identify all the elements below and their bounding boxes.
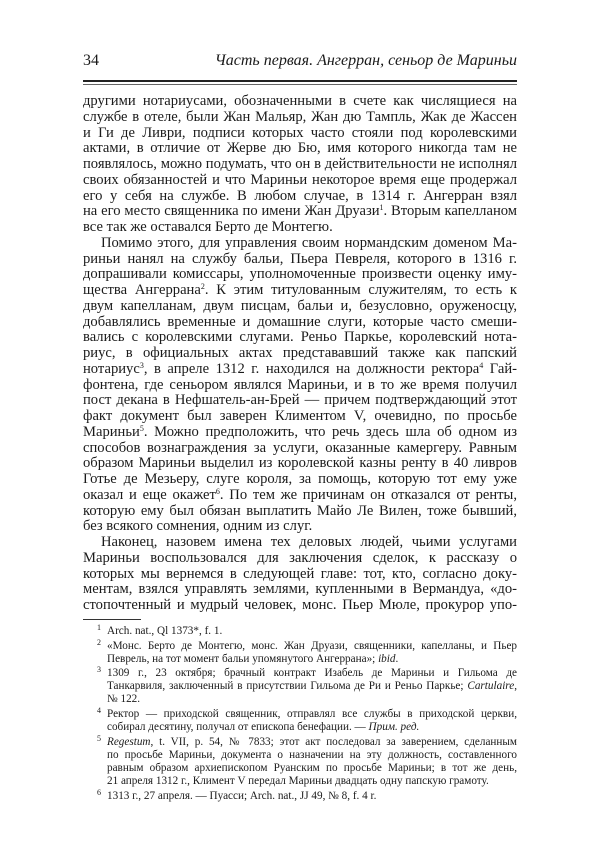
text-line (83, 346, 517, 362)
footnote-number: 5 (97, 733, 101, 743)
text-line (83, 299, 517, 315)
text-run: равным образом архиепископом Руанским по просьбе Мариньи; в тот же день, (107, 761, 517, 774)
text-line (83, 378, 517, 394)
text-run: двум капелланам, двум писцам, бальи и, безусловно, оруженосцу, (83, 297, 517, 314)
text-run: . Вторым капелланом (383, 203, 518, 220)
text-line (83, 519, 517, 535)
text-run: факт документ был заверен Климентом V, очевидно, по просьбе (83, 408, 517, 424)
header-rule-thin (83, 84, 517, 85)
text-line (83, 598, 517, 614)
text-line (83, 220, 517, 236)
text-line (83, 409, 517, 425)
footnote (97, 637, 517, 666)
text-line (83, 330, 517, 346)
footnote-number: 1 (97, 623, 101, 632)
footnotes (97, 625, 517, 804)
text-run: Ректор — приходской священник, отправлял все службы в приходской церкви, (107, 708, 517, 721)
text-run: все так же оставался Берто де Монтегю. (83, 219, 333, 235)
footnote-number: 3 (97, 665, 101, 675)
footnote-line (107, 775, 517, 788)
text-line (83, 441, 517, 457)
page-number: 34 (83, 52, 99, 69)
text-run: , (514, 680, 517, 693)
text-run: 1309 г., 23 октября; брачный контракт Изабель де Мариньи и Гильома де (107, 667, 517, 680)
footnote-separator (83, 619, 141, 620)
text-run: пост декана в Нефшатель-ан-Брей — причем подтверждающий этот (83, 392, 517, 409)
text-line (83, 472, 517, 488)
footnote-line (107, 736, 517, 749)
footnote (97, 625, 517, 638)
text-run: его у себя на службе. В любом случае, в 1314 г. Ангерран взял (83, 187, 517, 204)
text-line (83, 189, 517, 205)
text-run: появлялось, можно подумать, что он в действительности не исполнял (83, 156, 517, 172)
footnote-line (107, 749, 517, 762)
footnote-ref[interactable]: 4 (479, 360, 484, 370)
text-run: ментам, взялся управлять землями, купленными в Вермандуа, «до- (83, 581, 517, 598)
text-run: риус, в официальных актах представавший также как папский (83, 345, 517, 361)
text-run: «Монс. Берто де Монтегю, монс. Жан Друази, священники, капелланы, и Пьер (107, 639, 517, 652)
footnote (97, 787, 517, 803)
text-run: Мариньи (83, 423, 140, 440)
footnote-line (107, 680, 517, 693)
text-line (83, 236, 517, 252)
footnote-line (107, 790, 517, 803)
text-run: способов вознаграждения за услуги, оказанные камергеру. Равным (83, 439, 517, 456)
text-run: . К этим титулованным служителям, то есть к (204, 282, 517, 298)
text-line (83, 567, 517, 583)
footnote-line (107, 625, 517, 638)
text-run: на его место священника по имени Жан Друази (83, 203, 380, 220)
text-run: , в апреле 1312 г. находился на должности ректора (143, 360, 480, 377)
footnote-ref[interactable]: 2 (200, 282, 205, 291)
text-line (83, 582, 517, 598)
text-run: добавлялись временные и домашние слуги, которые часто смеши- (83, 313, 517, 330)
text-run: . Можно предположить, что речь здесь шла об одном из (143, 423, 517, 440)
text-run: Танкарвиля, заключенный в присутствии Гильома де Ри и Реньо Паркье; (107, 680, 468, 693)
footnote-line (107, 667, 517, 680)
running-title: Часть первая. Ангерран, сеньор де Мариньи (214, 52, 517, 69)
text-line (83, 126, 517, 142)
footnote (97, 733, 517, 788)
footnote-number: 2 (97, 637, 101, 647)
text-run: по просьбе Мариньи, документа о назначении на эту должность, составленного (107, 748, 517, 761)
text-run: нотариус (83, 360, 140, 377)
text-run: и Ги де Ливри, подписи которых часто стояли под королевскими (83, 124, 517, 141)
text-line (83, 551, 517, 567)
text-run: без всякого сомнения, одним из слуг. (83, 518, 313, 535)
text-line (83, 252, 517, 268)
footnote-line (107, 653, 517, 666)
text-line (83, 393, 517, 409)
text-run: Мариньи воспользовался для заключения сделок, к рассказу о (83, 549, 517, 566)
text-run: ibid (378, 652, 396, 665)
text-run: Готье де Мезьеру, слуге короля, за помощь, которую тот ему уже (83, 471, 517, 487)
text-run: , t. VII, p. 54, № 7833; этот акт последовал за заверением, сделанным (150, 735, 517, 748)
text-run: Regestum (107, 735, 151, 748)
text-line (83, 504, 517, 520)
text-run: вались с королевскими слугами. Реньо Паркье, королевский нота- (83, 329, 517, 346)
footnote-ref[interactable]: 1 (379, 203, 384, 213)
text-run: щества Ангеррана (83, 282, 201, 298)
text-run: Arch. nat., Ql 1373*, f. 1. (107, 625, 223, 637)
text-run: Наконец, назовем имена тех деловых людей, чьими услугами (101, 534, 517, 550)
text-run: собирал десятину, получал от епископа бенефации. — (107, 721, 369, 734)
text-run: Певрель, на тот момент бальи упомянутого Ангеррана»; (107, 652, 379, 665)
text-run: . (395, 652, 399, 665)
footnote-ref[interactable]: 6 (215, 486, 220, 496)
text-run: Cartulaire (467, 680, 515, 693)
text-line (83, 488, 517, 504)
text-line (83, 173, 517, 189)
text-run: фонтена, где сеньором являлся Мариньи, и в то же время получил (83, 376, 517, 393)
text-run: оказал и еще окажет (83, 486, 216, 503)
text-run: своих обязанностей и что Мариньи некоторое время еще продержал (83, 171, 517, 188)
text-run: образом Мариньи выделил из королевской казны ренту в 40 ливров (83, 455, 517, 472)
footnote (97, 667, 517, 706)
body-text (83, 94, 517, 614)
text-run: службе в отеле, были Жан Мальяр, Жан дю Тампль, Жак де Жассен (83, 108, 517, 125)
text-run: стопочтенный и мудрый человек, монс. Пьер Мюле, прокурор упо- (83, 597, 517, 613)
text-line (83, 315, 517, 331)
text-run: которую ему был обязан выплатить Майо Ле Вилен, тоже бывший, (83, 502, 517, 519)
text-run: Прим. ред. (368, 721, 420, 734)
footnote-line (107, 640, 517, 653)
text-line (83, 141, 517, 157)
footnote-number: 6 (97, 787, 101, 797)
footnote-line (107, 708, 517, 721)
footnote-line (107, 693, 517, 706)
footnote-ref[interactable]: 3 (139, 360, 144, 370)
text-line (83, 425, 517, 441)
header-rule (83, 80, 517, 82)
text-run: . По тем же причинам он отказался от ренты, (219, 486, 517, 503)
text-line (83, 362, 517, 378)
text-line (83, 157, 517, 173)
text-line (83, 267, 517, 283)
footnote (97, 708, 517, 734)
text-line (83, 283, 517, 299)
text-run: Помимо этого, для управления своим нормандским доменом Ма- (101, 234, 517, 251)
footnote-line (107, 721, 517, 734)
text-run: № 122. (107, 693, 141, 706)
text-run: которых мы вернемся в следующей главе: тот, кто, согласно доку- (83, 565, 517, 582)
text-line (83, 456, 517, 472)
text-run: 21 апреля 1312 г., Климент V передал Мариньи двадцать одну папскую грамоту. (107, 775, 489, 788)
text-run: 1313 г., 27 апреля. — Пуасси; Arch. nat., JJ 49, № 8, f. 4 r. (107, 789, 377, 802)
text-line (83, 535, 517, 551)
text-run: актами, в отличие от Жерве дю Бю, имя которого никогда там не (83, 140, 517, 157)
running-header (83, 52, 517, 74)
text-run: риньи нанял на службу бальи, Пьера Певреля, которого в 1316 г. (83, 250, 517, 267)
text-line (83, 204, 517, 220)
footnote-number: 4 (97, 706, 101, 716)
text-line (83, 110, 517, 126)
footnote-line (107, 762, 517, 775)
text-run: другими нотариусами, обозначенными в счете как числящиеся на (83, 93, 517, 109)
footnote-ref[interactable]: 5 (139, 423, 144, 433)
text-run: Гай- (483, 360, 517, 377)
text-run: допрашивали комиссары, уполномоченные произвести оценку иму- (83, 266, 517, 283)
text-line (83, 94, 517, 110)
